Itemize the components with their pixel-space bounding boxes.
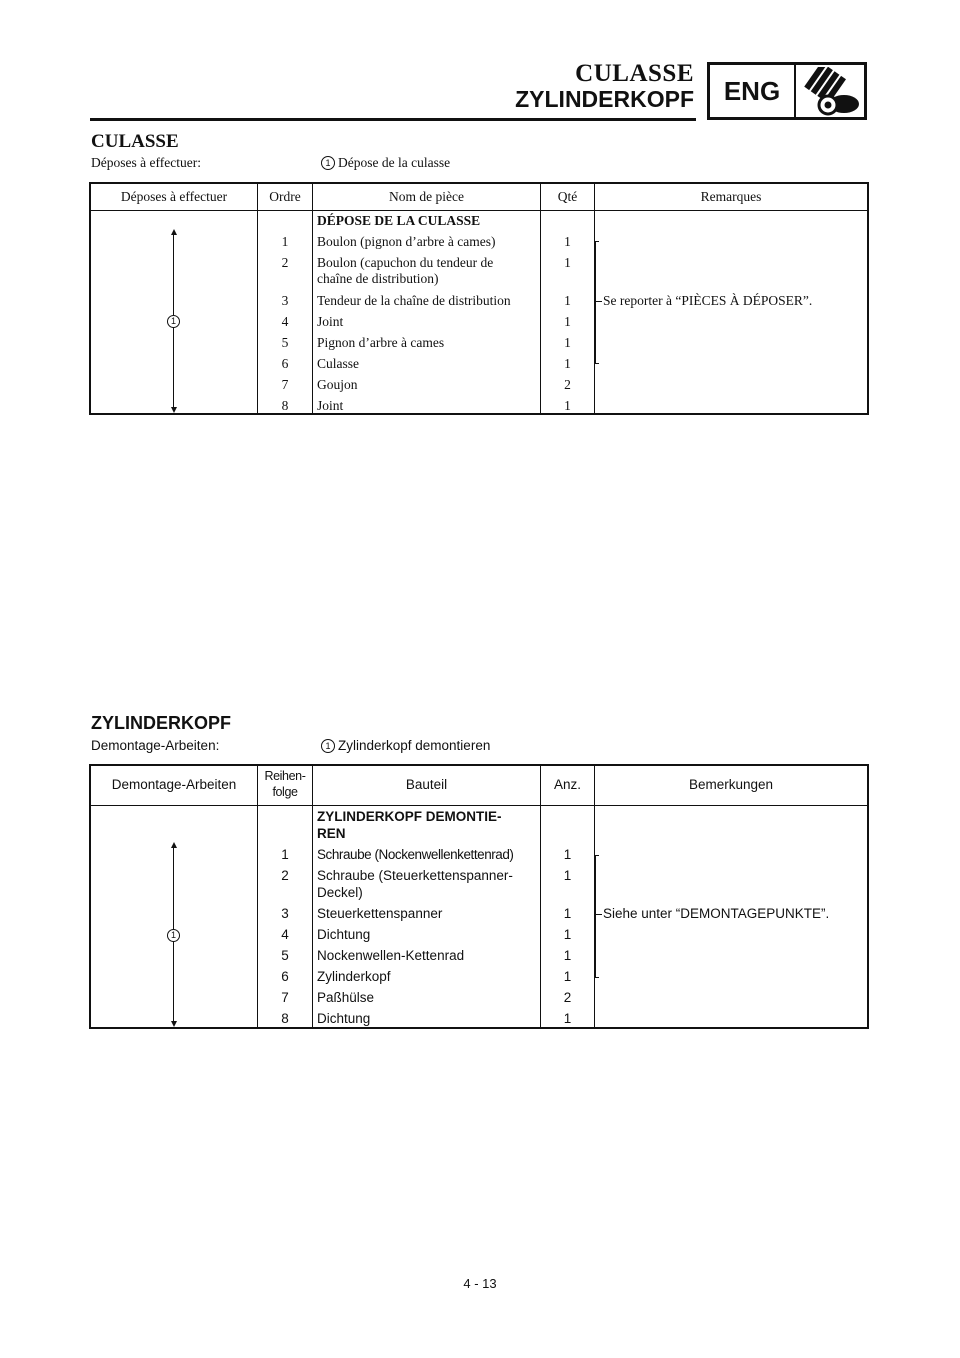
row-order: 4 (281, 314, 289, 329)
column-divider (540, 766, 541, 1027)
col-header-order (258, 768, 312, 800)
col-header: Anz. (553, 777, 581, 792)
row-part-name: Joint (317, 398, 344, 413)
table-header (91, 184, 867, 211)
col-header: Demontage-Arbeiten (111, 777, 237, 792)
section-title-de: ZYLINDERKOPF (91, 713, 232, 733)
remark-brace (595, 855, 599, 978)
row-order: 6 (281, 356, 289, 371)
row-order: 7 (281, 990, 289, 1005)
row-part-name: Schraube (Steuerkettenspanner- (317, 868, 513, 883)
intro-step-text: Dépose de la culasse (338, 155, 451, 170)
row-part-name: Tendeur de la chaîne de distribution (317, 293, 511, 308)
header-title-de: ZYLINDERKOPF (515, 86, 694, 112)
intro-label-fr: Déposes à effectuer: (91, 155, 201, 170)
row-qty: 1 (563, 1011, 572, 1026)
col-header: Nom de pièce (389, 189, 464, 204)
row-qty: 1 (563, 868, 572, 883)
row-order: 1 (281, 847, 289, 862)
row-order: 2 (281, 255, 289, 270)
col-header: Bauteil (405, 777, 448, 792)
row-order: 8 (281, 1011, 289, 1026)
row-order: 1 (281, 234, 289, 249)
header-rule (90, 118, 696, 121)
step-marker: 1 (321, 156, 335, 170)
row-part-name: Steuerkettenspanner (317, 906, 443, 921)
col-header: Ordre (269, 189, 301, 204)
row-order: 5 (281, 948, 289, 963)
row-order: 4 (281, 927, 289, 942)
eng-badge (707, 62, 867, 120)
row-order: 7 (281, 377, 289, 392)
removal-table-fr (89, 182, 869, 415)
col-header: Remarques (700, 189, 762, 204)
step-marker: 1 (167, 929, 180, 942)
row-part-name: Boulon (capuchon du tendeur de (317, 255, 494, 270)
col-header: Déposes à effectuer (120, 189, 228, 204)
eng-badge-label: ENG (723, 76, 781, 106)
row-qty: 1 (564, 335, 571, 350)
row-part-name: Zylinderkopf (317, 969, 391, 984)
column-divider (257, 766, 258, 1027)
col-header-line: Reihen- (264, 769, 306, 783)
row-order: 8 (281, 398, 289, 413)
column-divider (312, 184, 313, 413)
engine-head-icon (800, 67, 862, 117)
arrow-down-icon (171, 1021, 177, 1027)
row-part-name: Pignon d’arbre à cames (317, 335, 445, 350)
row-part-name: Culasse (317, 356, 359, 371)
table-header (91, 766, 867, 806)
section-title-fr: CULASSE (91, 131, 179, 152)
remark-brace-tick (596, 914, 602, 915)
row-qty: 1 (564, 398, 571, 413)
remark-brace (595, 241, 599, 364)
row-qty: 2 (564, 377, 571, 392)
row-order: 3 (281, 906, 289, 921)
row-qty: 1 (564, 255, 571, 270)
header-title-fr: CULASSE (575, 60, 694, 87)
row-qty: 1 (563, 847, 572, 862)
row-qty: 1 (564, 234, 571, 249)
row-order: 6 (281, 969, 289, 984)
row-qty: 1 (564, 293, 571, 308)
row-order: 5 (281, 335, 289, 350)
step-marker: 1 (321, 739, 335, 753)
col-header: Qté (557, 189, 578, 204)
row-part-name-cont: Deckel) (317, 885, 363, 900)
intro-step-de (321, 738, 490, 753)
row-qty: 1 (563, 969, 572, 984)
eng-badge-divider (794, 65, 796, 117)
arrow-up-icon (171, 842, 177, 848)
row-part-name: Boulon (pignon d’arbre à cames) (317, 234, 496, 249)
column-divider (312, 766, 313, 1027)
page-number: 4 - 13 (463, 1276, 497, 1291)
group-title-cont: REN (317, 826, 346, 841)
group-title: ZYLINDERKOPF DEMONTIE- (317, 809, 502, 824)
removal-table-de (89, 764, 869, 1029)
row-part-name: Joint (317, 314, 344, 329)
remark-text: Se reporter à “PIÈCES À DÉPOSER”. (603, 293, 813, 308)
arrow-up-icon (171, 229, 177, 235)
col-header-line: folge (272, 785, 298, 799)
row-part-name: Paßhülse (317, 990, 375, 1005)
row-part-name-cont: chaîne de distribution) (317, 271, 439, 286)
remark-text: Siehe unter “DEMONTAGEPUNKTE”. (603, 906, 830, 921)
row-order: 2 (281, 868, 289, 883)
row-qty: 1 (564, 314, 571, 329)
row-part-name: Schraube (Nockenwellenkettenrad) (317, 847, 514, 862)
row-part-name: Goujon (317, 377, 358, 392)
group-title: DÉPOSE DE LA CULASSE (317, 213, 481, 228)
row-part-name: Nockenwellen-Kettenrad (317, 948, 465, 963)
row-part-name: Dichtung (317, 1011, 371, 1026)
intro-step-fr (321, 155, 450, 171)
row-order: 3 (281, 293, 289, 308)
row-qty: 1 (563, 906, 572, 921)
row-part-name: Dichtung (317, 927, 371, 942)
arrow-down-icon (171, 407, 177, 413)
row-qty: 1 (563, 948, 572, 963)
row-qty: 2 (563, 990, 572, 1005)
row-qty: 1 (564, 356, 571, 371)
intro-step-text: Zylinderkopf demontieren (338, 738, 491, 753)
row-qty: 1 (563, 927, 572, 942)
step-marker: 1 (167, 315, 180, 328)
col-header: Bemerkungen (688, 777, 774, 792)
intro-label-de: Demontage-Arbeiten: (91, 738, 220, 753)
remark-brace-tick (596, 301, 602, 302)
